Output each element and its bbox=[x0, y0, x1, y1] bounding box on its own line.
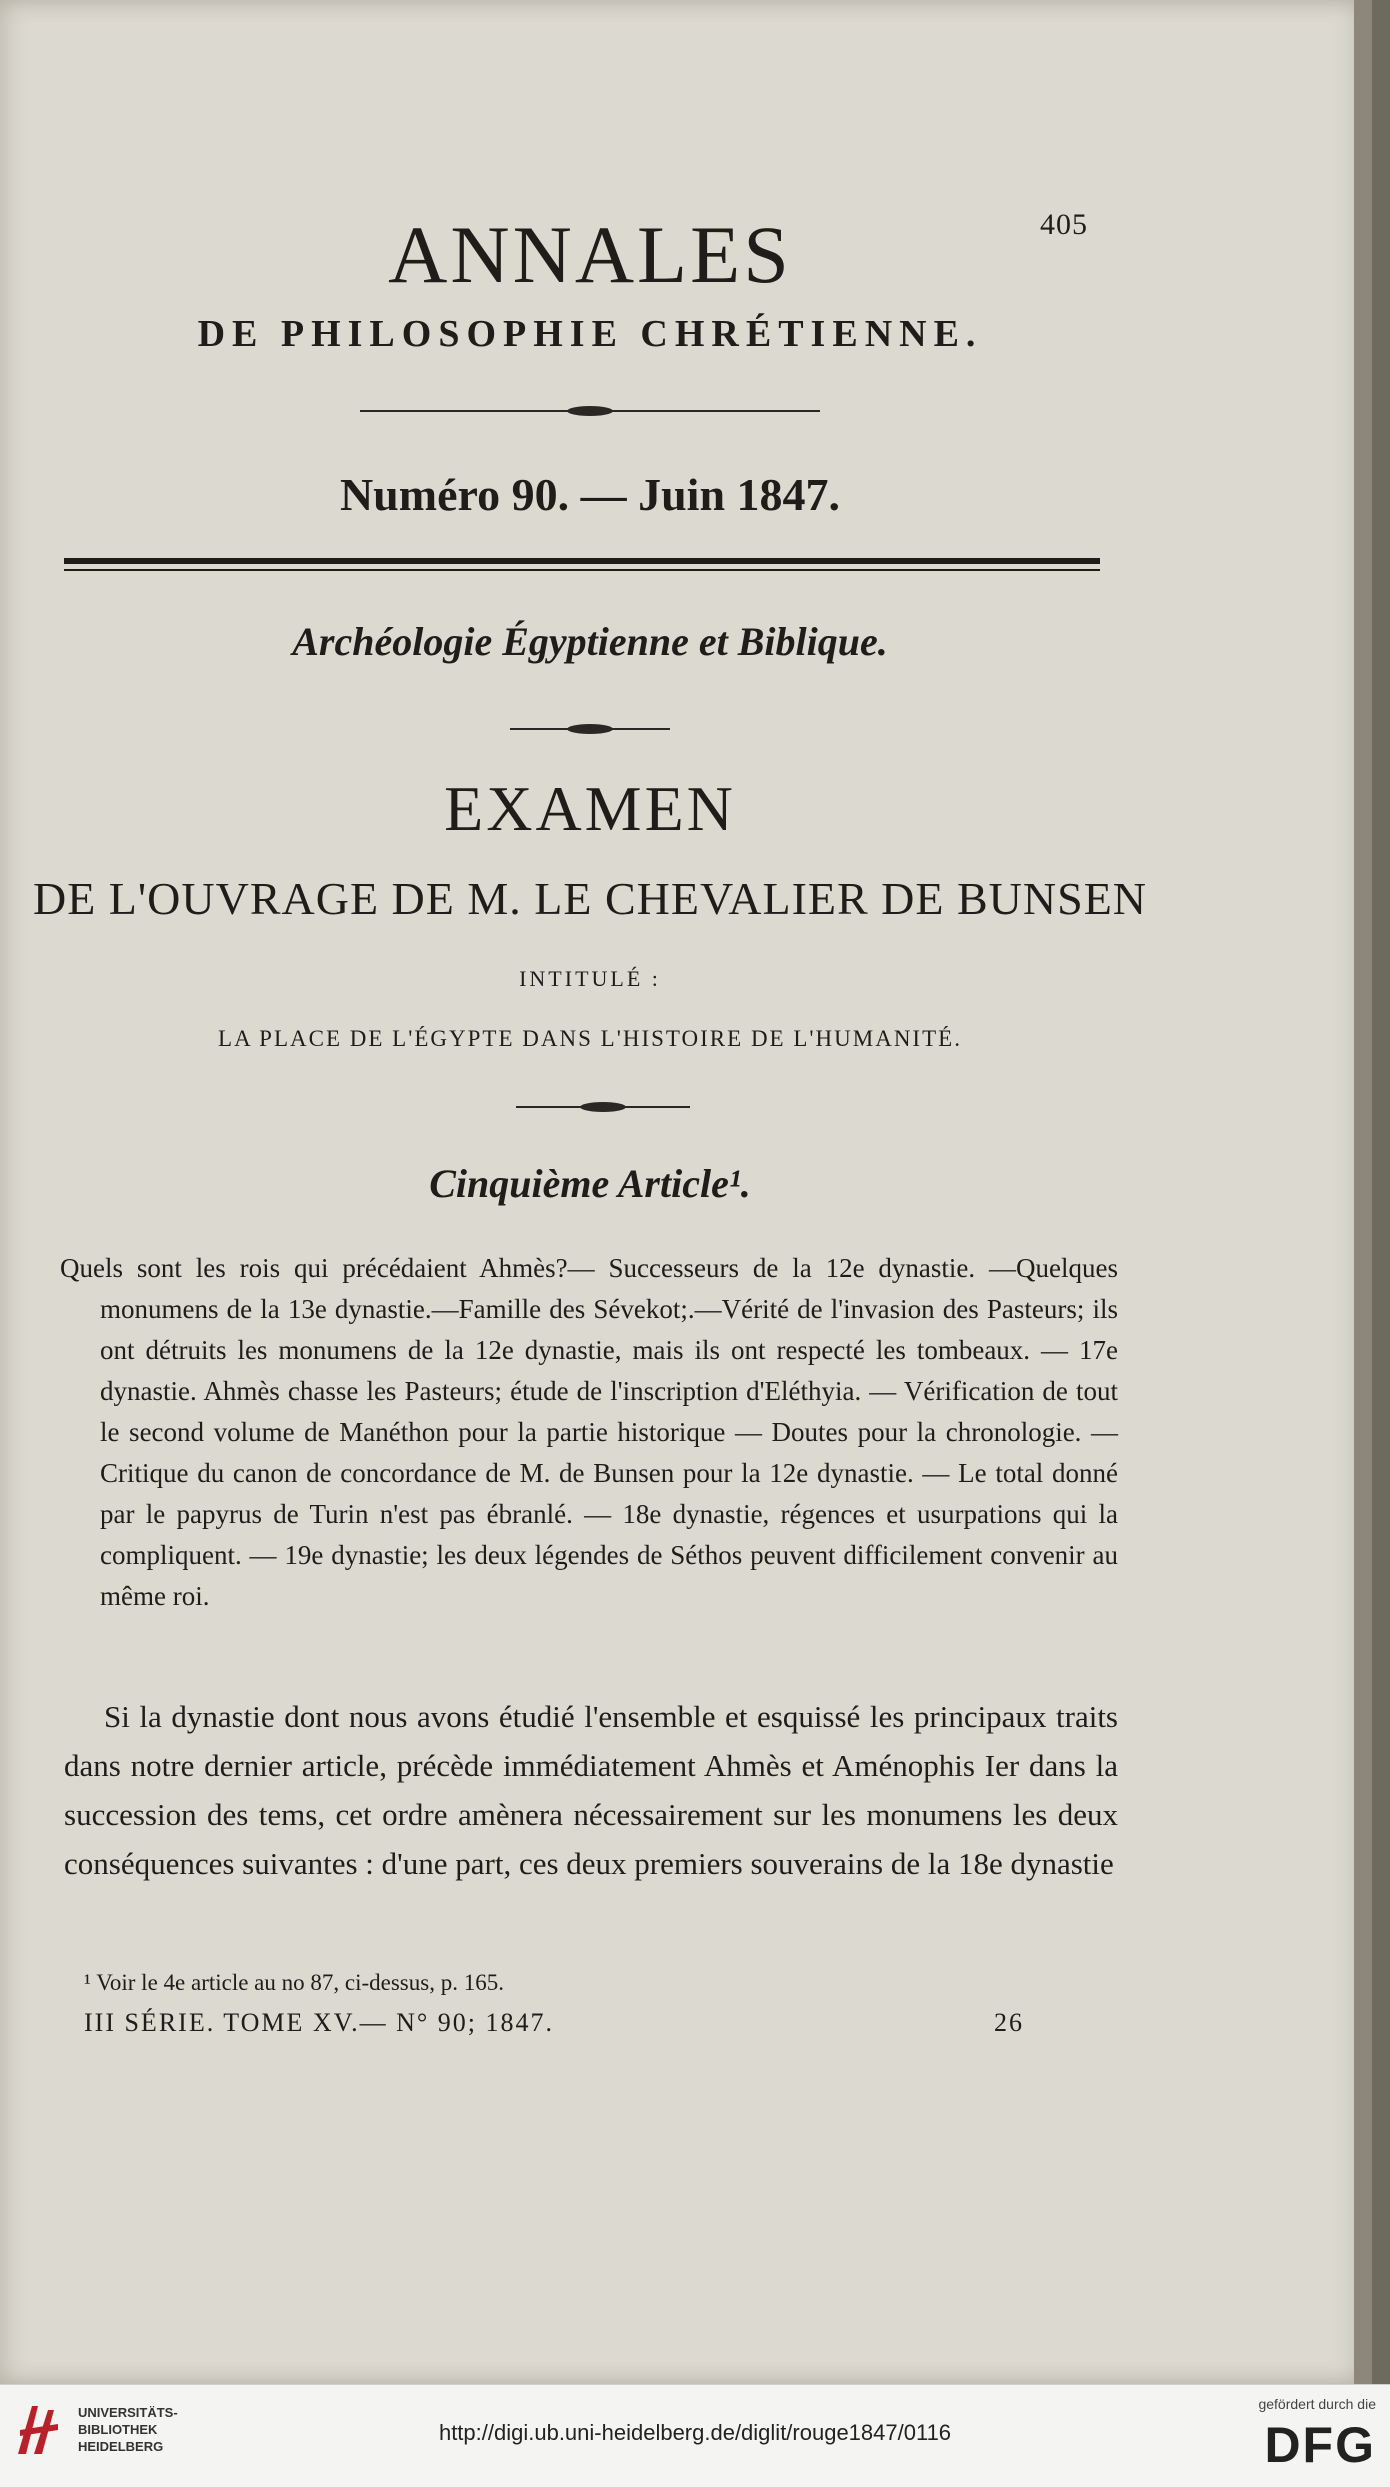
footnote: ¹ Voir le 4e article au no 87, ci-dessus, p. 165. bbox=[84, 1970, 504, 1995]
ornament-divider bbox=[510, 722, 670, 736]
body-text bbox=[64, 1692, 1118, 1888]
library-line-3: HEIDELBERG bbox=[78, 2439, 164, 2454]
article-subtitle: DE L'OUVRAGE DE M. LE CHEVALIER DE BUNSEN bbox=[32, 873, 1148, 924]
article-summary bbox=[60, 1248, 1118, 1617]
journal-subtitle: DE PHILOSOPHIE CHRÉTIENNE. bbox=[197, 313, 983, 355]
library-line-1: UNIVERSITÄTS- bbox=[78, 2405, 178, 2420]
double-rule bbox=[64, 558, 1100, 564]
section-heading: Archéologie Égyptienne et Biblique. bbox=[292, 619, 888, 664]
summary-text: Quels sont les rois qui précédaient Ahmès?— Successeurs de la 12e dynastie. —Quelques monumens de la 13e dynastie.—Famille des Sévekot;.—Vérité de l'invasion des Pasteurs; ils ont détruits les monumens de la 12e dynastie, mais ils ont respecté les tombeaux. — 17e dynastie. Ahmès chasse les Pasteurs; étude de l'inscription d'Eléthyia. — Vérification de tout le second volume de Manéthon pour la partie historique — Doutes pour la chronologie. — Critique du canon de concordance de M. de Bunsen pour la 12e dynastie. — Le total donné par le papyrus de Turin n'est pas ébranlé. — 18e dynastie, régences et usurpations qui la compliquent. — 19e dynastie; les deux légendes de Séthos peuvent difficilement convenir au même roi. bbox=[60, 1253, 1118, 1611]
signature-text: III SÉRIE. TOME XV.— N° 90; 1847. bbox=[84, 2008, 555, 2037]
ornament-divider bbox=[360, 404, 820, 418]
signature-number: 26 bbox=[994, 2008, 1024, 2037]
library-line-2: BIBLIOTHEK bbox=[78, 2422, 158, 2437]
journal-title: ANNALES bbox=[388, 209, 792, 300]
body-paragraph: Si la dynastie dont nous avons étudié l'ensemble et esquissé les principaux traits dans notre dernier article, précède immédiatement Ahmès et Aménophis Ier dans la succession des tems, cet ordre amènera nécessairement sur les monumens les deux conséquences suivantes : d'une part, ces deux premiers souverains de la 18e dynastie bbox=[64, 1699, 1118, 1881]
book-title: LA PLACE DE L'ÉGYPTE DANS L'HISTOIRE DE L'HUMANITÉ. bbox=[218, 1026, 962, 1051]
dfg-logo: DFG bbox=[1264, 2417, 1376, 2473]
page-number: 405 bbox=[1040, 208, 1088, 241]
page-edge bbox=[1354, 0, 1372, 2384]
ornament-divider bbox=[516, 1100, 690, 1114]
funding-note: gefördert durch die bbox=[1258, 2396, 1376, 2412]
double-rule-thin bbox=[64, 569, 1100, 571]
issue-line: Numéro 90. — Juin 1847. bbox=[339, 469, 841, 520]
signature-line bbox=[84, 2008, 1024, 2038]
intitule-label: INTITULÉ : bbox=[519, 966, 661, 991]
article-title: EXAMEN bbox=[444, 773, 736, 844]
source-url-link[interactable]: http://digi.ub.uni-heidelberg.de/diglit/rouge1847/0116 bbox=[438, 2420, 952, 2445]
article-number: Cinquième Article¹. bbox=[429, 1161, 751, 1206]
